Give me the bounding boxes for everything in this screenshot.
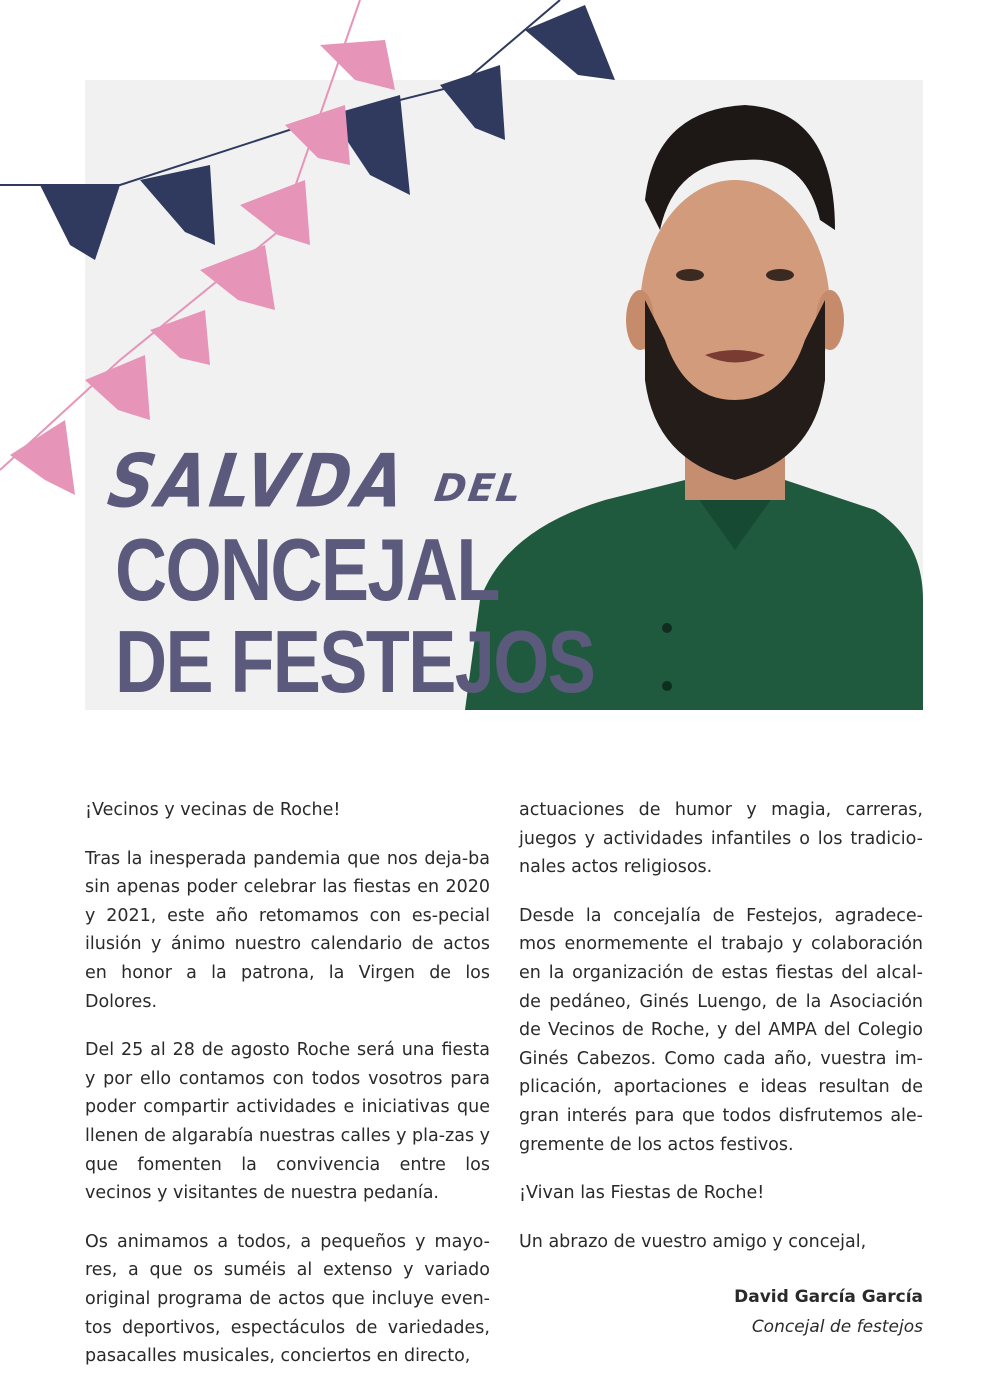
- signature-block: [734, 1282, 923, 1342]
- text-column-right: [519, 796, 923, 1276]
- paragraph: ¡Vivan las Fiestas de Roche!: [519, 1183, 765, 1204]
- signature-role: Concejal de festejos: [751, 1317, 923, 1337]
- paragraph: Os animamos a todos, a pequeños y mayo-res, a que os suméis al extenso y variado original programa de actos que incluye even-tos deportivos, espectáculos de variedades, pasacalles musicales, conciertos en directo,: [85, 1231, 490, 1367]
- text-column-left: [85, 796, 490, 1391]
- title-concejal: CONCEJAL: [115, 520, 499, 619]
- paragraph: Tras la inesperada pandemia que nos deja-ba sin apenas poder celebrar las fiestas en 2020 y 2021, este año retomamos con es-pecial ilusión y ánimo nuestro calendario de actos en honor a la patrona, la Virgen de los Dolores.: [85, 848, 490, 1012]
- paragraph: Desde la concejalía de Festejos, agradece-mos enormemente el trabajo y colaboración en la organización de estas fiestas del alcal-de pedáneo, Ginés Luengo, de la Asociación de Vecinos de Roche, y del AMPA del Colegio Ginés Cabezos. Como cada año, vuestra im-plicación, aportaciones e ideas resultan de gran interés para que todos disfrutemos ale-gremente de los actos festivos.: [519, 905, 923, 1155]
- paragraph: Un abrazo de vuestro amigo y concejal,: [519, 1231, 867, 1252]
- paragraph: ¡Vecinos y vecinas de Roche!: [85, 800, 341, 820]
- paragraph: actuaciones de humor y magia, carreras, juegos y actividades infantiles o los tradicio-nales actos religiosos.: [519, 800, 923, 878]
- signature-name: David García García: [734, 1287, 923, 1307]
- title-salvda: SALVDA: [103, 440, 413, 526]
- title-del: DEL: [431, 466, 526, 510]
- paragraph: Del 25 al 28 de agosto Roche será una fiesta y por ello contamos con todos vosotros para poder compartir actividades e iniciativas que llenen de algarabía nuestras calles y pla-zas y que fomenten la convivencia entre los vecinos y visitantes de nuestra pedanía.: [85, 1040, 490, 1204]
- title-de-festejos: DE FESTEJOS: [115, 612, 595, 711]
- page-title: [103, 440, 675, 711]
